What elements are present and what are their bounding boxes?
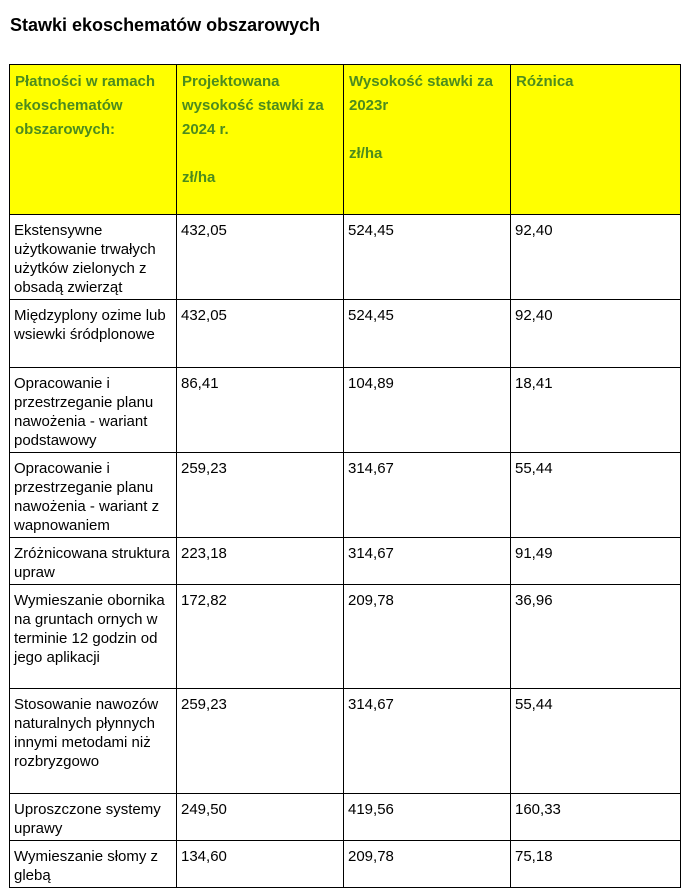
cell-scheme: Zróżnicowana struktura upraw bbox=[10, 538, 177, 585]
cell-rate-2023: 314,67 bbox=[344, 689, 511, 794]
cell-difference: 55,44 bbox=[511, 689, 681, 794]
cell-difference: 92,40 bbox=[511, 300, 681, 368]
header-unit: zł/ha bbox=[349, 145, 383, 162]
cell-rate-2024: 249,50 bbox=[177, 794, 344, 841]
table-body bbox=[10, 215, 681, 888]
table-row bbox=[10, 794, 681, 841]
cell-scheme: Wymieszanie słomy z glebą bbox=[10, 841, 177, 888]
header-label: Płatności w ramach ekoschematów obszarowych: bbox=[15, 73, 156, 138]
table-row bbox=[10, 453, 681, 538]
table-row bbox=[10, 689, 681, 794]
cell-difference: 55,44 bbox=[511, 453, 681, 538]
cell-difference: 92,40 bbox=[511, 215, 681, 300]
header-unit: zł/ha bbox=[182, 169, 216, 186]
cell-rate-2023: 524,45 bbox=[344, 215, 511, 300]
cell-rate-2023: 314,67 bbox=[344, 453, 511, 538]
cell-scheme: Ekstensywne użytkowanie trwałych użytków zielonych z obsadą zwierząt bbox=[10, 215, 177, 300]
cell-scheme: Międzyplony ozime lub wsiewki śródplonowe bbox=[10, 300, 177, 368]
cell-rate-2023: 104,89 bbox=[344, 368, 511, 453]
cell-difference: 160,33 bbox=[511, 794, 681, 841]
table-row bbox=[10, 215, 681, 300]
table-row bbox=[10, 300, 681, 368]
cell-difference: 18,41 bbox=[511, 368, 681, 453]
header-payment-type bbox=[10, 65, 177, 215]
cell-rate-2024: 259,23 bbox=[177, 689, 344, 794]
table-header bbox=[10, 65, 681, 215]
rates-table bbox=[9, 64, 681, 888]
cell-scheme: Stosowanie nawozów naturalnych płynnych innymi metodami niż rozbryzgowo bbox=[10, 689, 177, 794]
page-title: Stawki ekoschematów obszarowych bbox=[10, 15, 321, 35]
cell-difference: 36,96 bbox=[511, 585, 681, 689]
header-rate-2023 bbox=[344, 65, 511, 215]
table-row bbox=[10, 538, 681, 585]
header-label: Wysokość stawki za 2023r bbox=[349, 73, 493, 114]
cell-rate-2023: 524,45 bbox=[344, 300, 511, 368]
header-difference bbox=[511, 65, 681, 215]
table-row bbox=[10, 585, 681, 689]
table-row bbox=[10, 841, 681, 888]
cell-difference: 91,49 bbox=[511, 538, 681, 585]
cell-rate-2024: 432,05 bbox=[177, 215, 344, 300]
header-rate-2024 bbox=[177, 65, 344, 215]
cell-rate-2023: 314,67 bbox=[344, 538, 511, 585]
cell-rate-2023: 209,78 bbox=[344, 585, 511, 689]
header-label: Różnica bbox=[516, 73, 574, 90]
cell-rate-2024: 223,18 bbox=[177, 538, 344, 585]
cell-rate-2024: 172,82 bbox=[177, 585, 344, 689]
cell-scheme: Opracowanie i przestrzeganie planu nawożenia - wariant podstawowy bbox=[10, 368, 177, 453]
cell-scheme: Uproszczone systemy uprawy bbox=[10, 794, 177, 841]
cell-rate-2023: 419,56 bbox=[344, 794, 511, 841]
cell-scheme: Opracowanie i przestrzeganie planu nawożenia - wariant z wapnowaniem bbox=[10, 453, 177, 538]
header-label: Projektowana wysokość stawki za 2024 r. bbox=[182, 73, 324, 138]
cell-rate-2024: 134,60 bbox=[177, 841, 344, 888]
header-row bbox=[10, 65, 681, 215]
cell-rate-2023: 209,78 bbox=[344, 841, 511, 888]
cell-rate-2024: 432,05 bbox=[177, 300, 344, 368]
cell-scheme: Wymieszanie obornika na gruntach ornych w terminie 12 godzin od jego aplikacji bbox=[10, 585, 177, 689]
cell-difference: 75,18 bbox=[511, 841, 681, 888]
cell-rate-2024: 86,41 bbox=[177, 368, 344, 453]
cell-rate-2024: 259,23 bbox=[177, 453, 344, 538]
table-row bbox=[10, 368, 681, 453]
